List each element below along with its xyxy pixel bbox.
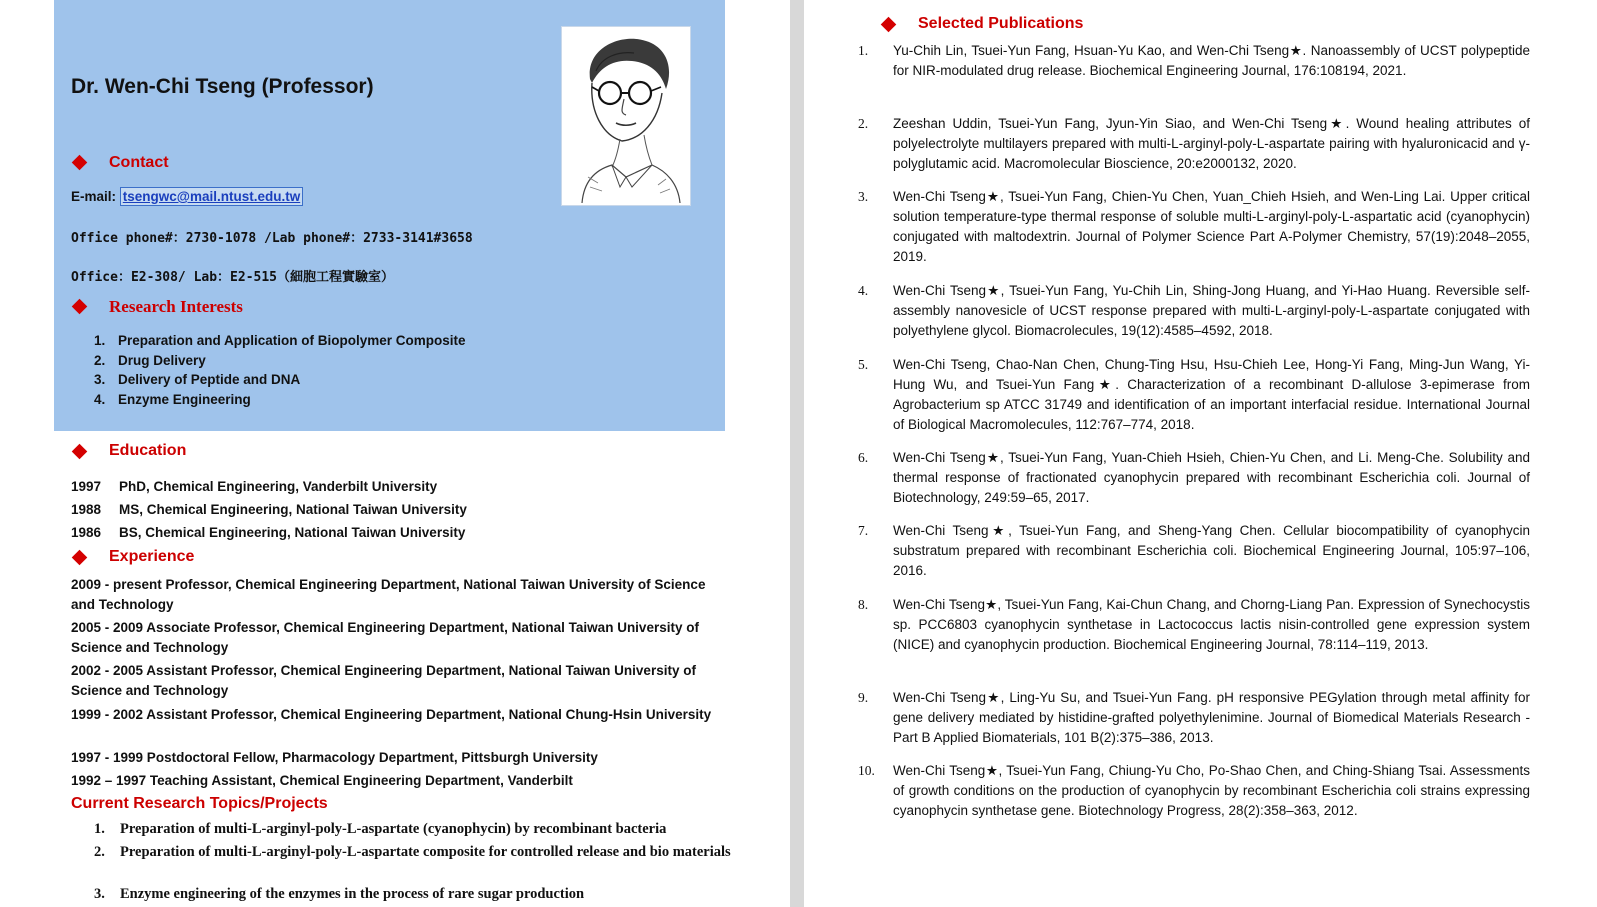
email-line <box>71 189 303 204</box>
experience-item: 1992 – 1997 Teaching Assistant, Chemical Engineering Department, Vanderbilt <box>71 773 573 788</box>
page-title: Dr. Wen-Chi Tseng (Professor) <box>71 75 374 98</box>
experience-item: 2005 - 2009 Associate Professor, Chemical Engineering Department, National Taiwan University of Science and Technology <box>71 620 699 655</box>
education-item: 1997 PhD, Chemical Engineering, Vanderbilt University <box>71 479 438 494</box>
publication-item: 10. Wen-Chi Tseng★, Tsuei-Yun Fang, Chiung-Yu Cho, Po-Shao Chen, and Ching-Shiang Tsai. Assessments of growth conditions on the production of cyanophycin by recombinant Escherichia coli strains expressing cyanophycin synthetase gene. Biotechnology Progress, 28(2):358–363, 2012. <box>858 763 1530 818</box>
email-label: E-mail: <box>71 189 117 204</box>
list-item: 3. Delivery of Peptide and DNA <box>94 372 301 387</box>
publication-item: 3. Wen-Chi Tseng★, Tsuei-Yun Fang, Chien-Yu Chen, Yuan_Chieh Hsieh, and Wen-Ling Lai. Upper critical solution temperature-type thermal response of soluble multi-L-arginyl-poly-L-aspartatic acid (cyanophycin) conjugated with maltodextrin. Journal of Polymer Science Part A-Polymer Chemistry, 57(19):2048–2055, 2019. <box>858 189 1530 264</box>
experience-item: 1997 - 1999 Postdoctoral Fellow, Pharmacology Department, Pittsburgh University <box>71 750 598 765</box>
page-gutter <box>790 0 804 907</box>
list-item: 4. Enzyme Engineering <box>94 391 251 407</box>
research-interests-list <box>94 333 466 411</box>
phone-line: Office phone#：2730-1078 /Lab phone#：2733-3141#3658 <box>71 231 473 246</box>
experience-heading: Experience <box>109 548 195 565</box>
contact-heading: Contact <box>109 154 169 171</box>
experience-item: 1999 - 2002 Assistant Professor, Chemical Engineering Department, National Chung-Hsin University <box>71 707 712 722</box>
education-item: 1988 MS, Chemical Engineering, National Taiwan University <box>71 502 467 517</box>
publication-item: 9. Wen-Chi Tseng★, Ling-Yu Su, and Tsuei-Yun Fang. pH responsive PEGylation through metal affinity for gene delivery mediated by histidine-grafted polyethylenimine. Journal of Biomedical Materials Research - Part B Applied Biomaterials, 101 B(2):375–386, 2013. <box>858 690 1530 745</box>
list-item: 2. Drug Delivery <box>94 352 206 368</box>
project-item: 3. Enzyme engineering of the enzymes in the process of rare sugar production <box>94 886 585 902</box>
experience-item: 2002 - 2005 Assistant Professor, Chemical Engineering Department, National Taiwan University of Science and Technology <box>71 663 696 698</box>
experience-item: 2009 - present Professor, Chemical Engineering Department, National Taiwan University of Science and Technology <box>71 577 706 612</box>
publication-item: 2. Zeeshan Uddin, Tsuei-Yun Fang, Jyun-Yin Siao, and Wen-Chi Tseng★. Wound healing attributes of polyelectrolyte multilayers prepared with multi-L-arginyl-poly-L-aspartate pairing with hyaluronicacid and γ-polyglutamic acid. Macromolecular Bioscience, 20:e2000132, 2020. <box>858 116 1530 171</box>
publication-item: 5. Wen-Chi Tseng, Chao-Nan Chen, Chung-Ting Hsu, Hsu-Chieh Lee, Hong-Yi Fang, Ming-Jun Wang, Yi-Hung Wu, and Tsuei-Yun Fang★. Characterization of a recombinant D-allulose 3-epimerase from Agrobacterium sp ATCC 31749 and identification of an important interfacial residue. International Journal of Biological Macromolecules, 112:767–774, 2018. <box>858 357 1530 432</box>
publication-item: 6. Wen-Chi Tseng★, Tsuei-Yun Fang, Yuan-Chieh Hsieh, Chien-Yu Chen, and Li. Meng-Che. Solubility and thermal response of fractionated cyanophycin prepared with recombinant Escherichia coli. Journal of Biotechnology, 249:59–65, 2017. <box>858 450 1530 505</box>
publication-item: 7. Wen-Chi Tseng★, Tsuei-Yun Fang, and Sheng-Yang Chen. Cellular biocompatibility of cyanophycin substratum prepared with recombinant Escherichia coli. Biochemical Engineering Journal, 105:97–106, 2016. <box>858 523 1530 578</box>
project-item: 1. Preparation of multi-L-arginyl-poly-L-aspartate (cyanophycin) by recombinant bacteria <box>94 821 667 837</box>
email-link[interactable]: tsengwc@mail.ntust.edu.tw <box>120 187 303 206</box>
publication-item: 8. Wen-Chi Tseng★, Tsuei-Yun Fang, Kai-Chun Chang, and Chorng-Liang Pan. Expression of Synechocystis sp. PCC6803 cyanophycin synthetase in Lactococcus lactis nisin-controlled gene expression system (NICE) and cyanophycin production. Biochemical Engineering Journal, 78:114–119, 2013. <box>858 597 1530 652</box>
publication-item: 1. Yu-Chih Lin, Tsuei-Yun Fang, Hsuan-Yu Kao, and Wen-Chi Tseng★. Nanoassembly of UCST polypeptide for NIR-modulated drug release. Biochemical Engineering Journal, 176:108194, 2021. <box>858 43 1530 78</box>
research-heading: Research Interests <box>109 297 243 316</box>
education-heading: Education <box>109 442 187 459</box>
portrait-sketch <box>561 26 691 206</box>
list-item: 1. Preparation and Application of Biopolymer Composite <box>94 333 466 348</box>
project-item: 2. Preparation of multi-L-arginyl-poly-L-aspartate composite for controlled release and bio materials <box>94 844 731 860</box>
projects-heading: Current Research Topics/Projects <box>71 795 328 812</box>
education-item: 1986 BS, Chemical Engineering, National Taiwan University <box>71 525 466 540</box>
publications-heading: Selected Publications <box>918 15 1084 32</box>
publication-item: 4. Wen-Chi Tseng★, Tsuei-Yun Fang, Yu-Chih Lin, Shing-Jong Huang, and Yi-Hao Huang. Reversible self-assembly nanovesicle of UCST response prepared with multi-L-arginyl-poly-L-aspartate conjugated with polyethylene glycol. Biomacrolecules, 19(12):4585–4592, 2018. <box>858 283 1530 338</box>
office-line: Office：E2-308/ Lab：E2-515（細胞工程實驗室） <box>71 270 395 285</box>
